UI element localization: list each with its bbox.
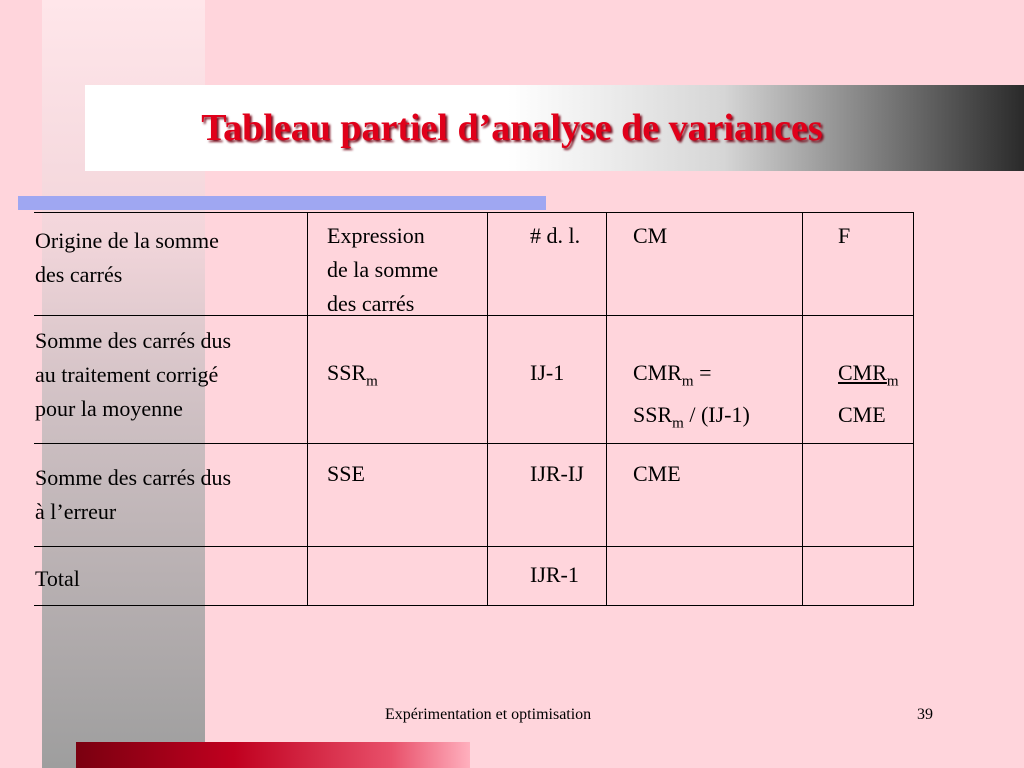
row1-cm-line1-sub: m — [681, 373, 694, 390]
footer-title: Expérimentation et optimisation — [385, 706, 592, 723]
table-row-divider — [34, 443, 914, 444]
row1-cm-line1 — [633, 356, 750, 398]
table-border-right — [913, 212, 914, 605]
row1-f-denominator: CME — [838, 402, 886, 428]
row1-expression-base: SSR — [327, 360, 367, 385]
row1-cm-line2-base: SSR — [633, 402, 673, 428]
table-col-divider — [487, 212, 488, 605]
header-expression-line: Expression — [327, 223, 425, 248]
table-row-divider — [34, 315, 914, 316]
row1-cm-line1-rest: = — [693, 360, 712, 385]
row1-ddl: IJ-1 — [530, 360, 565, 385]
row1-f-numerator — [838, 356, 899, 398]
row1-cm-line2-sub: m — [672, 415, 684, 432]
header-expression — [327, 219, 438, 321]
row2-expression: SSE — [327, 461, 365, 486]
row1-expression — [327, 356, 378, 398]
table-border-bottom — [34, 605, 914, 606]
table-col-divider — [606, 212, 607, 605]
row2-origine-line: Somme des carrés dus — [35, 465, 232, 490]
row2-origine — [35, 461, 231, 529]
row3-ddl: IJR-1 — [530, 562, 579, 587]
table-border-top — [34, 212, 914, 213]
row1-origine-line: Somme des carrés dus — [35, 328, 232, 353]
row1-f-num-base: CMR — [838, 360, 887, 385]
header-ddl: # d. l. — [530, 223, 581, 248]
header-origine-line: des carrés — [35, 262, 123, 287]
blue-accent-bar — [18, 196, 546, 210]
slide-title: Tableau partiel d’analyse de variances — [201, 107, 823, 149]
row1-f-num-sub: m — [886, 373, 899, 390]
header-expression-line: de la somme — [327, 257, 439, 282]
row1-cm-line2 — [633, 398, 750, 440]
header-expression-line: des carrés — [327, 291, 415, 316]
page-number: 39 — [917, 706, 933, 723]
row3-origine: Total — [35, 566, 80, 591]
header-f: F — [838, 223, 851, 248]
table-row-divider — [34, 546, 914, 547]
header-cm: CM — [633, 223, 668, 248]
row1-cm-line2-rest: / (IJ-1) — [683, 402, 750, 428]
header-origine-line: Origine de la somme — [35, 228, 219, 253]
row2-ddl: IJR-IJ — [530, 461, 584, 486]
table-col-divider — [802, 212, 803, 605]
row1-expression-sub: m — [366, 373, 378, 390]
header-origine — [35, 224, 219, 292]
bottom-accent-bar — [76, 742, 470, 768]
row2-cm: CME — [633, 461, 681, 486]
row1-origine-line: au traitement corrigé — [35, 362, 219, 387]
row1-origine-line: pour la moyenne — [35, 396, 183, 421]
row1-origine — [35, 324, 231, 426]
row1-f — [838, 356, 899, 432]
row1-cm — [633, 356, 750, 441]
row2-origine-line: à l’erreur — [35, 499, 117, 524]
row1-cm-line1-base: CMR — [633, 360, 682, 385]
table-col-divider — [307, 212, 308, 605]
